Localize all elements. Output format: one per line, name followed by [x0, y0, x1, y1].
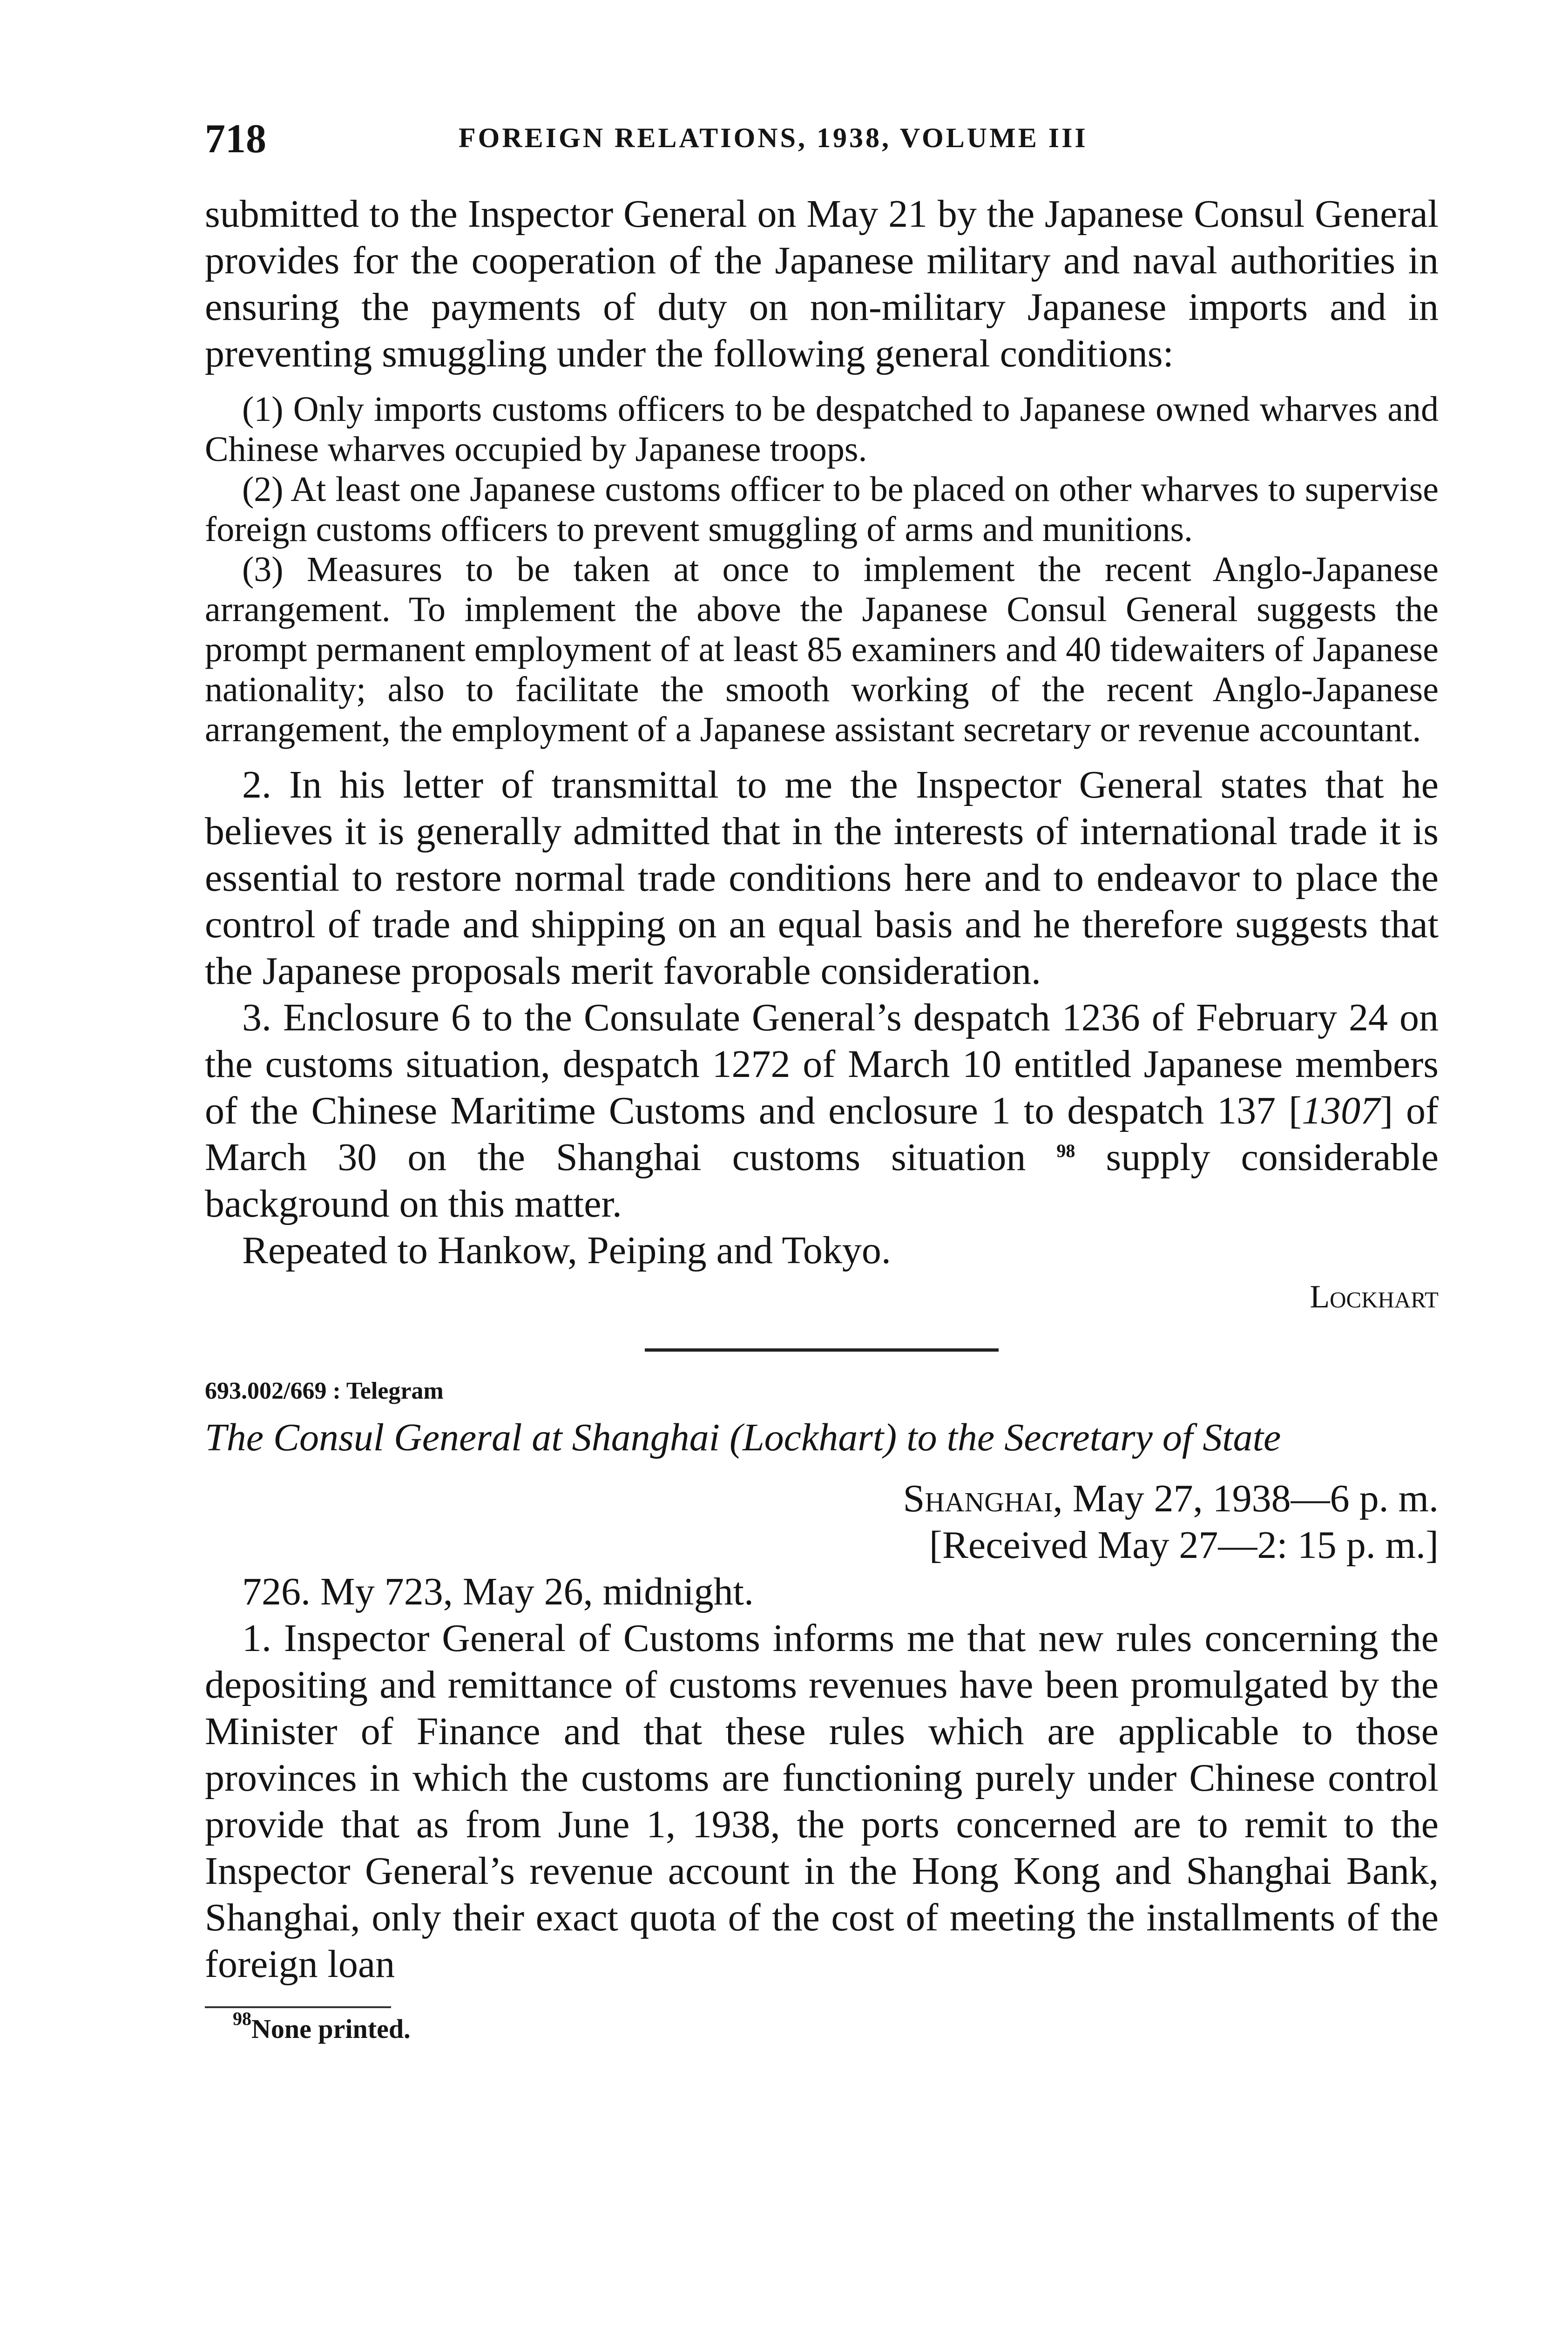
condition-2: (2) At least one Japanese customs officer to be placed on other wharves to supervise foreign customs officers to prevent smuggling of arms and munitions. [205, 470, 1439, 549]
footnote-text: None printed. [251, 2014, 411, 2044]
signature: Lockhart [1310, 1279, 1439, 1315]
dateline-date: May 27, 1938—6 p. m. [1062, 1477, 1439, 1520]
footnote-mark: 98 [233, 2008, 251, 2029]
running-head: FOREIGN RELATIONS, 1938, VOLUME III [459, 122, 1088, 153]
footnote [205, 2008, 1439, 2050]
telegram-heading: The Consul General at Shanghai (Lockhart) to the Secretary of State [205, 1416, 1281, 1459]
condition-3: (3) Measures to be taken at once to implement the recent Anglo-Japanese arrangement. To implement the above the Japanese Consul General suggests the prompt permanent employment of at least 85 examiners and 40 tidewaiters of Japanese nationality; also to facilitate the smooth working of the recent Anglo-Japanese arrangement, the employment of a Japanese assistant secretary or revenue accountant. [205, 550, 1439, 749]
paragraph-3: 3. Enclosure 6 to the Consulate General’s despatch 1236 of February 24 on the customs situation, despatch 1272 of March 10 entitled Japanese members of the Chinese Maritime Customs and enclosure 1 to despatch 137 [1307] of March 30 on the Shanghai customs situation $^{98}$ supply considerable background on this matter. [205, 996, 1439, 1225]
page-header [205, 115, 1439, 167]
received-line: [Received May 27—2: 15 p. m.] [929, 1523, 1439, 1567]
section-divider [645, 1348, 999, 1352]
dateline-place: Shanghai, [903, 1477, 1063, 1520]
paragraph-2: 2. In his letter of transmittal to me the Inspector General states that he believes it is generally admitted that in the interests of international trade it is essential to restore normal trade conditions here and to endeavor to place the control of trade and shipping on an equal basis and he therefore suggests that the Japanese proposals merit favorable consideration. [205, 763, 1439, 993]
dateline [205, 1475, 1439, 1522]
condition-1: (1) Only imports customs officers to be despatched to Japanese owned wharves and Chinese wharves occupied by Japanese troops. [205, 390, 1439, 469]
page-number: 718 [205, 116, 266, 162]
intro-paragraph: submitted to the Inspector General on May 21 by the Japanese Consul General provides for the cooperation of the Japanese military and naval authorities in ensuring the payments of duty on non-military Japanese imports and in preventing smuggling under the following general conditions: [205, 192, 1439, 375]
page-body [205, 191, 1439, 2050]
telegram-opening: 726. My 723, May 26, midnight. [242, 1570, 754, 1613]
telegram-paragraph-1: 1. Inspector General of Customs informs me that new rules concerning the depositing and remittance of customs revenues have been promulgated by the Minister of Finance and that these rules which are applicable to those provinces in which the customs are functioning purely under Chinese control provide that as from June 1, 1938, the ports concerned are to remit to the Inspector General’s revenue account in the Hong Kong and Shanghai Bank, Shanghai, only their exact quota of the cost of meeting the installments of the foreign loan [205, 1617, 1439, 1986]
file-number: 693.002/669 : Telegram [205, 1378, 444, 1404]
footnote-reference: 98 [1056, 1140, 1075, 1161]
repeated-line: Repeated to Hankow, Peiping and Tokyo. [242, 1229, 891, 1272]
